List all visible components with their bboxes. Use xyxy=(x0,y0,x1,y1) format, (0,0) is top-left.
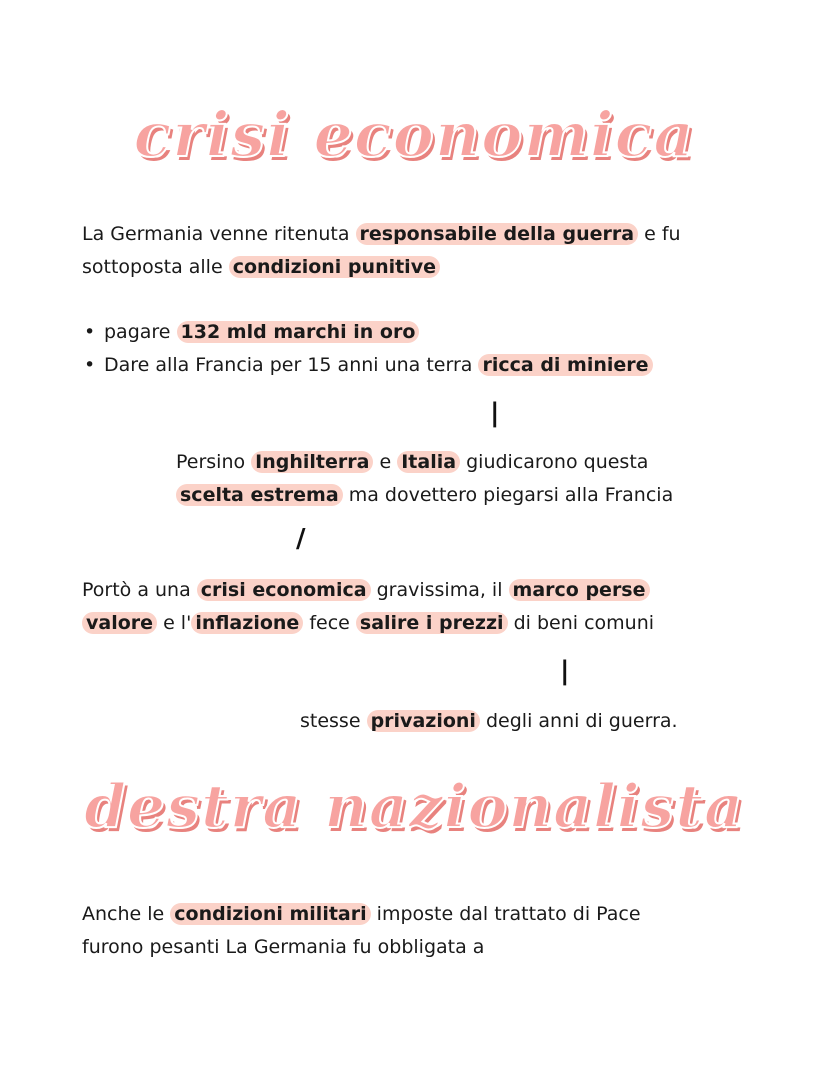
text: Dare alla Francia per 15 anni una terra xyxy=(104,354,479,376)
section-title-destra-nazionalista: destra nazionalista xyxy=(84,772,744,842)
text: giudicarono questa xyxy=(460,451,649,473)
section-title-crisi-economica: crisi economica xyxy=(133,98,695,171)
text: fece xyxy=(303,612,356,634)
highlight: 132 mld marchi in oro xyxy=(177,321,420,343)
paragraph-privazioni xyxy=(300,705,678,738)
highlight: marco perse xyxy=(509,579,650,601)
highlight: responsabile della guerra xyxy=(356,223,639,245)
highlight: salire i prezzi xyxy=(356,612,508,634)
text: ma dovettero piegarsi alla Francia xyxy=(342,484,674,506)
highlight: inflazione xyxy=(191,612,303,634)
paragraph-condizioni-militari xyxy=(82,898,641,964)
text: e fu xyxy=(638,223,681,245)
list-item xyxy=(82,316,653,349)
highlight: crisi economica xyxy=(197,579,371,601)
text: sottoposta alle xyxy=(82,256,229,278)
highlight: Inghilterra xyxy=(251,451,373,473)
highlight: condizioni militari xyxy=(170,903,370,925)
paragraph-responsabilita xyxy=(82,218,681,284)
text: e l' xyxy=(157,612,192,634)
paragraph-inghilterra-italia xyxy=(176,446,673,512)
text: furono pesanti La Germania fu obbligata a xyxy=(82,936,485,958)
list-item xyxy=(82,349,653,382)
text: stesse xyxy=(300,710,367,732)
connector-line-1: | xyxy=(490,398,500,428)
text: Persino xyxy=(176,451,252,473)
highlight: valore xyxy=(82,612,157,634)
text: di beni comuni xyxy=(507,612,655,634)
text: La Germania venne ritenuta xyxy=(82,223,356,245)
text: Anche le xyxy=(82,903,171,925)
highlight: ricca di miniere xyxy=(478,354,652,376)
text: degli anni di guerra. xyxy=(479,710,678,732)
highlight: privazioni xyxy=(367,710,480,732)
highlight: Italia xyxy=(397,451,460,473)
bullet-list-punizioni xyxy=(82,316,653,382)
connector-line-3: | xyxy=(560,656,570,686)
text: imposte dal trattato di Pace xyxy=(370,903,641,925)
text: e xyxy=(373,451,398,473)
text: gravissima, il xyxy=(370,579,509,601)
highlight: scelta estrema xyxy=(176,484,343,506)
highlight: condizioni punitive xyxy=(229,256,440,278)
text: pagare xyxy=(104,321,177,343)
paragraph-crisi xyxy=(82,574,654,640)
text: Portò a una xyxy=(82,579,197,601)
connector-line-2: / xyxy=(296,524,306,554)
